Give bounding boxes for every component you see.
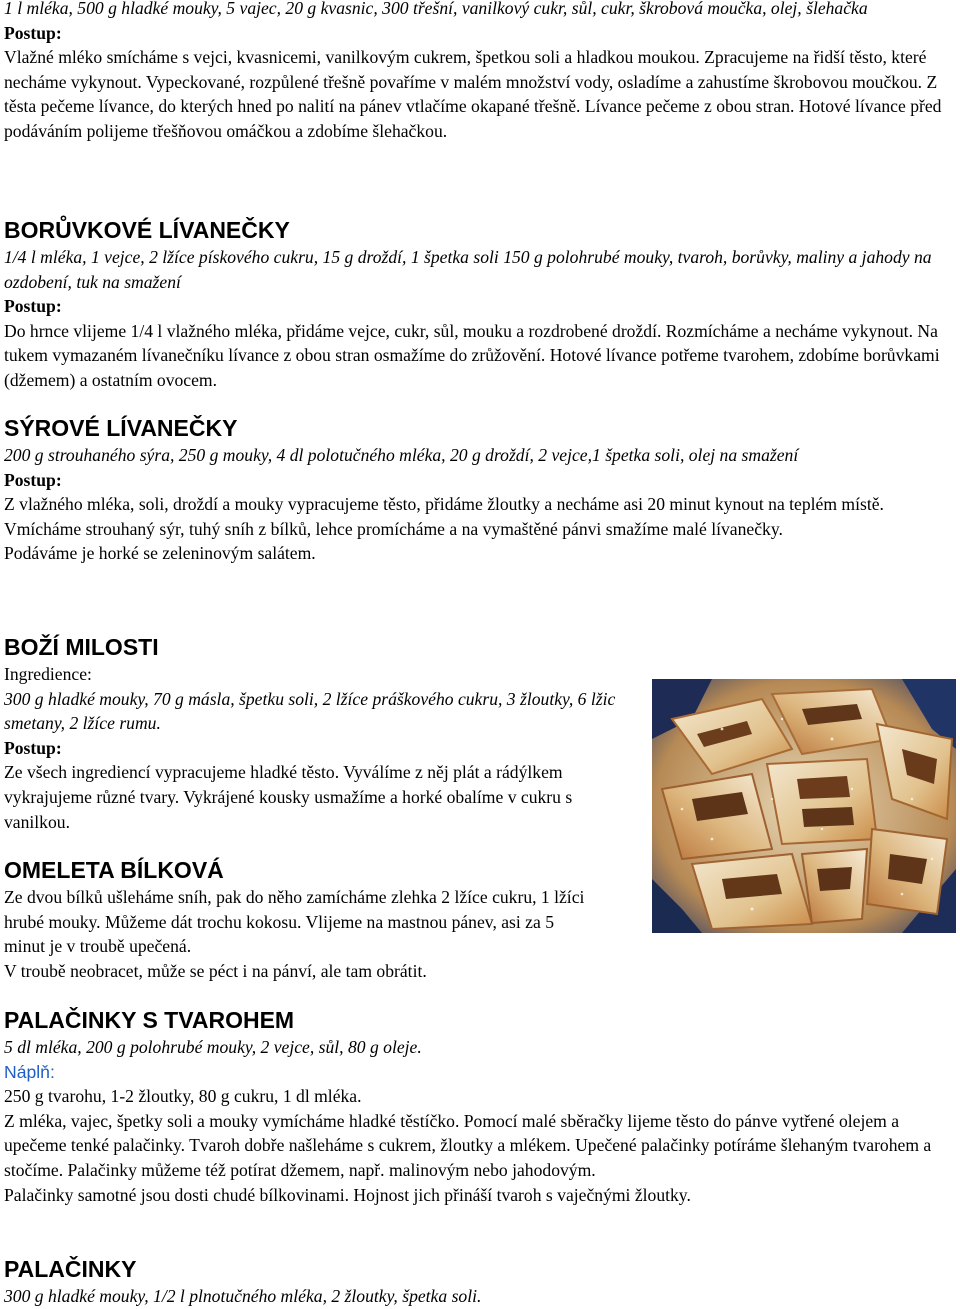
napln-ingredients: 250 g tvarohu, 1-2 žloutky, 80 g cukru, 1 dl mléka. bbox=[4, 1086, 362, 1107]
syrove-method: Z vlažného mléka, soli, droždí a mouky vypracujeme těsto, přidáme žloutky a necháme asi 20 minut kynout na teplém místě. Vmícháme strouhaný sýr, tuhý sníh z bílků, lehce promícháme a na vymaštěné pánvi smažíme malé lívanečky. bbox=[4, 494, 884, 539]
palacinky-recipe bbox=[4, 1255, 954, 1309]
bozi-ingredients: 300 g hladké mouky, 70 g másla, špetku soli, 2 lžíce práškového cukru, 3 žloutky, 6 lžic smetany, 2 lžíce rumu. bbox=[4, 688, 616, 734]
boruvkove-title: BORŮVKOVÉ LÍVANEČKY bbox=[4, 217, 290, 243]
boruvkove-recipe bbox=[4, 216, 954, 393]
syrove-serve: Podáváme je horké se zeleninovým salátem. bbox=[4, 543, 316, 564]
napln-label: Náplň: bbox=[4, 1061, 55, 1082]
intro-method: Vlažné mléko smícháme s vejci, kvasnicemi, vanilkovým cukrem, špetkou soli a hladkou moukou. Zpracujeme na řidší těsto, které necháme vykynout. Vypeckované, rozpůlené třešně povaříme v malém množství vody, osladíme a zahustíme škrobovou moučkou. Z těsta pečeme lívance, do kterých hned po nalití na pánev vtlačíme okapané třešně. Lívance pečeme z obou stran. Hotové lívance před podáváním polijeme třešňovou omáčkou a zdobíme šlehačkou. bbox=[4, 47, 942, 141]
intro-postup-label: Postup: bbox=[4, 22, 62, 43]
bozi-method: Ze všech ingrediencí vypracujeme hladké těsto. Vyválíme z něj plát a rádýlkem vykrajujeme různé tvary. Vykrájené kousky usmažíme a horké obalíme v cukru s vanilkou. bbox=[4, 762, 573, 832]
syrove-title: SÝROVÉ LÍVANEČKY bbox=[4, 415, 238, 441]
boruvkove-postup-label: Postup: bbox=[4, 296, 62, 317]
syrove-ingredients: 200 g strouhaného sýra, 250 g mouky, 4 dl polotučného mléka, 20 g droždí, 2 vejce,1 špetka soli, olej na smažení bbox=[4, 445, 799, 465]
boruvkove-method: Do hrnce vlijeme 1/4 l vlažného mléka, přidáme vejce, cukr, sůl, mouku a rozdrobené droždí. Rozmícháme a necháme vykynout. Na tukem vymazaném lívanečníku lívance z obou stran osmažíme do zrůžovění. Hotové lívance potřeme tvarohem, zdobíme borůvkami (džemem) a ostatním ovocem. bbox=[4, 320, 940, 390]
omeleta-title: OMELETA BÍLKOVÁ bbox=[4, 857, 224, 883]
bozi-ingredience-label: Ingredience: bbox=[4, 664, 92, 684]
palacinky-tvaroh-ingredients: 5 dl mléka, 200 g polohrubé mouky, 2 vejce, sůl, 80 g oleje. bbox=[4, 1037, 422, 1057]
omeleta-note: V troubě neobracet, může se péct i na pánví, ale tam obrátit. bbox=[4, 960, 427, 981]
intro-recipe bbox=[4, 0, 954, 144]
omeleta-recipe bbox=[4, 856, 594, 983]
bozi-title: BOŽÍ MILOSTI bbox=[4, 634, 159, 660]
palacinky-tvaroh-title: PALAČINKY S TVAROHEM bbox=[4, 1007, 295, 1033]
palacinky-title: PALAČINKY bbox=[4, 1256, 137, 1282]
syrove-recipe bbox=[4, 414, 954, 566]
palacinky-tvaroh-method: Z mléka, vajec, špetky soli a mouky vymícháme hladké těstíčko. Pomocí malé sběračky lijeme těsto do pánve vytřené olejem a upečeme tenké palačinky. Tvaroh dobře našleháme s cukrem, žloutky a mlékem. Upečené palačinky potíráme šlehaným tvarohem a stočíme. Palačinky můžeme též potírat džemem, např. malinovým nebo jahodovým. bbox=[4, 1110, 932, 1180]
bozi-postup-label: Postup: bbox=[4, 737, 62, 758]
omeleta-method: Ze dvou bílků ušleháme sníh, pak do něho zamícháme zlehka 2 lžíce cukru, 1 lžíci hrubé mouky. Můžeme dát trochu kokosu. Vlijeme na mastnou pánev, asi za 5 minut je v troubě upečená. bbox=[4, 887, 585, 957]
fried-pastry-image bbox=[652, 679, 956, 933]
pastry-photo bbox=[652, 679, 956, 933]
palacinky-tvaroh-recipe bbox=[4, 1006, 954, 1207]
syrove-postup-label: Postup: bbox=[4, 469, 62, 490]
palacinky-ingredients: 300 g hladké mouky, 1/2 l plnotučného mléka, 2 žloutky, špetka soli. bbox=[4, 1286, 482, 1306]
bozi-recipe bbox=[4, 633, 629, 834]
boruvkove-ingredients: 1/4 l mléka, 1 vejce, 2 lžíce pískového cukru, 15 g droždí, 1 špetka soli 150 g polohrubé mouky, tvaroh, borůvky, maliny a jahody na ozdobení, tuk na smažení bbox=[4, 247, 932, 292]
palacinky-tvaroh-note: Palačinky samotné jsou dosti chudé bílkovinami. Hojnost jich přináší tvaroh s vaječnými žloutky. bbox=[4, 1184, 691, 1205]
intro-ingredients: 1 l mléka, 500 g hladké mouky, 5 vajec, 20 g kvasnic, 300 třešní, vanilkový cukr, sůl, cukr, škrobová moučka, olej, šlehačka bbox=[4, 0, 868, 18]
